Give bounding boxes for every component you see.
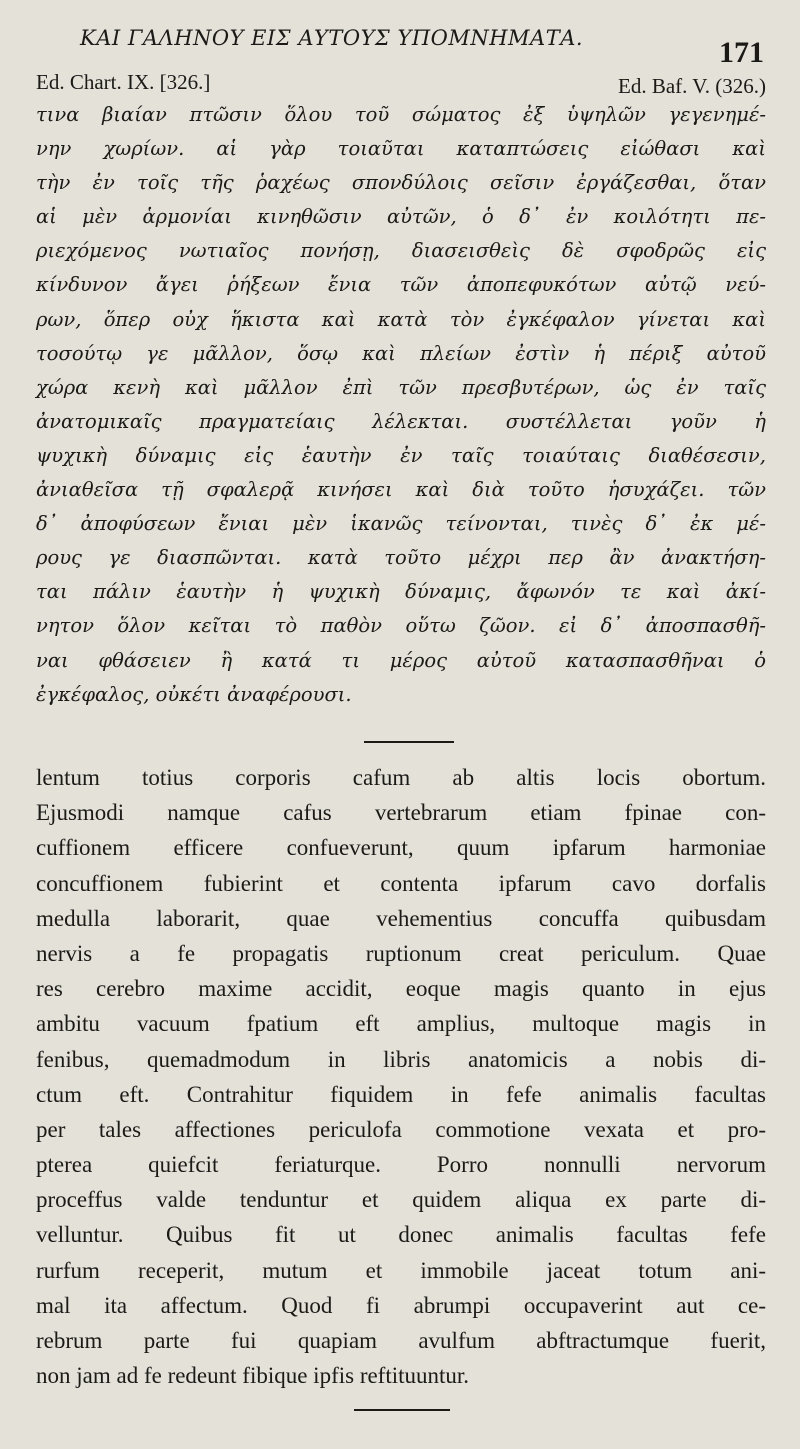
latin-line: lentum totius corporis cafum ab altis locis obortum. <box>36 765 766 790</box>
end-divider <box>354 1409 450 1411</box>
greek-line: τινα βιαίαν πτῶσιν ὅλου τοῦ σώματος ἐξ ὑψηλῶν γεγενημέ- <box>36 103 766 126</box>
latin-line: velluntur. Quibus fit ut donec animalis facultas fefe <box>36 1222 766 1248</box>
greek-line: δ᾽ ἀποφύσεων ἔνιαι μὲν ἱκανῶς τείνονται, τινὲς δ᾽ ἐκ μέ- <box>36 512 766 536</box>
greek-line: χώρα κενὴ καὶ μᾶλλον ἐπὶ τῶν πρεσβυτέρων, ὡς ἐν ταῖς <box>36 375 766 399</box>
latin-line: res cerebro maxime accidit, eoque magis quanto in ejus <box>36 976 766 1002</box>
edition-reference-right: Ed. Baf. V. (326.) <box>618 74 766 98</box>
latin-line: rurfum receperit, mutum et immobile jaceat totum ani- <box>36 1257 766 1283</box>
greek-line: ψυχικὴ δύναμις εἰς ἑαυτὴν ἐν ταῖς τοιαύταις διαθέσεσιν, <box>36 443 766 467</box>
latin-line: proceffus valde tenduntur et quidem aliqua ex parte di- <box>36 1187 766 1213</box>
greek-line: νην χωρίων. αἱ γὰρ τοιαῦται καταπτώσεις εἰώθασι καὶ <box>36 137 766 161</box>
latin-line: non jam ad fe redeunt fibique ipfis reftituuntur. <box>36 1363 470 1389</box>
greek-line: ναι φθάσειεν ἢ κατά τι μέρος αὐτοῦ κατασπασθῆναι ὁ <box>36 648 766 672</box>
greek-line: ἐγκέφαλος, οὐκέτι ἀναφέρουσι. <box>36 682 352 706</box>
greek-line: ἀνατομικαῖς πραγματείαις λέλεκται. συστέλλεται γοῦν ἡ <box>36 409 766 433</box>
greek-line: ριεχόμενος νωτιαῖος πονήσῃ, διασεισθεὶς δὲ σφοδρῶς εἰς <box>36 239 766 263</box>
greek-line: τοσούτῳ γε μᾶλλον, ὅσῳ καὶ πλείων ἐστὶν ἡ πέριξ αὐτοῦ <box>36 341 766 365</box>
page-number: 171 <box>719 36 764 69</box>
latin-line: ctum eft. Contrahitur fiquidem in fefe animalis facultas <box>36 1081 766 1107</box>
latin-line: fenibus, quemadmodum in libris anatomicis a nobis di- <box>36 1046 766 1072</box>
section-divider <box>364 741 454 743</box>
latin-line: cuffionem efficere confueverunt, quum ipfarum harmoniae <box>36 835 766 861</box>
greek-line: ἀνιαθεῖσα τῇ σφαλερᾷ κινήσει καὶ διὰ τοῦτο ἡσυχάζει. τῶν <box>36 478 766 502</box>
latin-line: medulla laborarit, quae vehementius concuffa quibusdam <box>36 905 766 931</box>
latin-line: concuffionem fubierint et contenta ipfarum cavo dorfalis <box>36 870 766 896</box>
greek-line: ρων, ὅπερ οὐχ ἥκιστα καὶ κατὰ τὸν ἐγκέφαλον γίνεται καὶ <box>36 307 766 331</box>
greek-text <box>36 98 766 712</box>
running-title: ΚΑΙ ΓΑΛΗΝΟΥ ΕΙΣ ΑΥΤΟΥΣ ΥΠΟΜΝΗΜΑΤΑ. <box>80 26 584 50</box>
greek-line: ρους γε διασπῶνται. κατὰ τοῦτο μέχρι περ ἂν ἀνακτήση- <box>36 546 766 570</box>
latin-text <box>36 760 766 1393</box>
edition-reference-left: Ed. Chart. IX. [326.] <box>36 70 211 94</box>
latin-line: nervis a fe propagatis ruptionum creat periculum. Quae <box>36 940 766 966</box>
greek-line: τὴν ἐν τοῖς τῆς ῥαχέως σπονδύλοις σεῖσιν ἐργάζεσθαι, ὅταν <box>36 171 766 195</box>
latin-line: rebrum parte fui quapiam avulfum abftractumque fuerit, <box>36 1328 766 1353</box>
latin-line: mal ita affectum. Quod fi abrumpi occupaverint aut ce- <box>36 1292 766 1318</box>
greek-line: αἱ μὲν ἁρμονίαι κινηθῶσιν αὐτῶν, ὁ δ᾽ ἐν κοιλότητι πε- <box>36 205 766 229</box>
latin-line: pterea quiefcit feriaturque. Porro nonnulli nervorum <box>36 1152 766 1178</box>
greek-line: νητον ὅλον κεῖται τὸ παθὸν οὕτω ζῶον. εἰ δ᾽ ἀποσπασθῆ- <box>36 614 766 638</box>
greek-line: κίνδυνον ἄγει ῥήξεων ἔνια τῶν ἀποπεφυκότων αὐτῷ νεύ- <box>36 273 766 297</box>
greek-line: ται πάλιν ἑαυτὴν ἡ ψυχικὴ δύναμις, ἄφωνόν τε καὶ ἀκί- <box>36 580 766 604</box>
latin-line: ambitu vacuum fpatium eft amplius, multoque magis in <box>36 1011 766 1037</box>
latin-line: Ejusmodi namque cafus vertebrarum etiam fpinae con- <box>36 800 766 826</box>
latin-line: per tales affectiones periculofa commotione vexata et pro- <box>36 1116 766 1142</box>
